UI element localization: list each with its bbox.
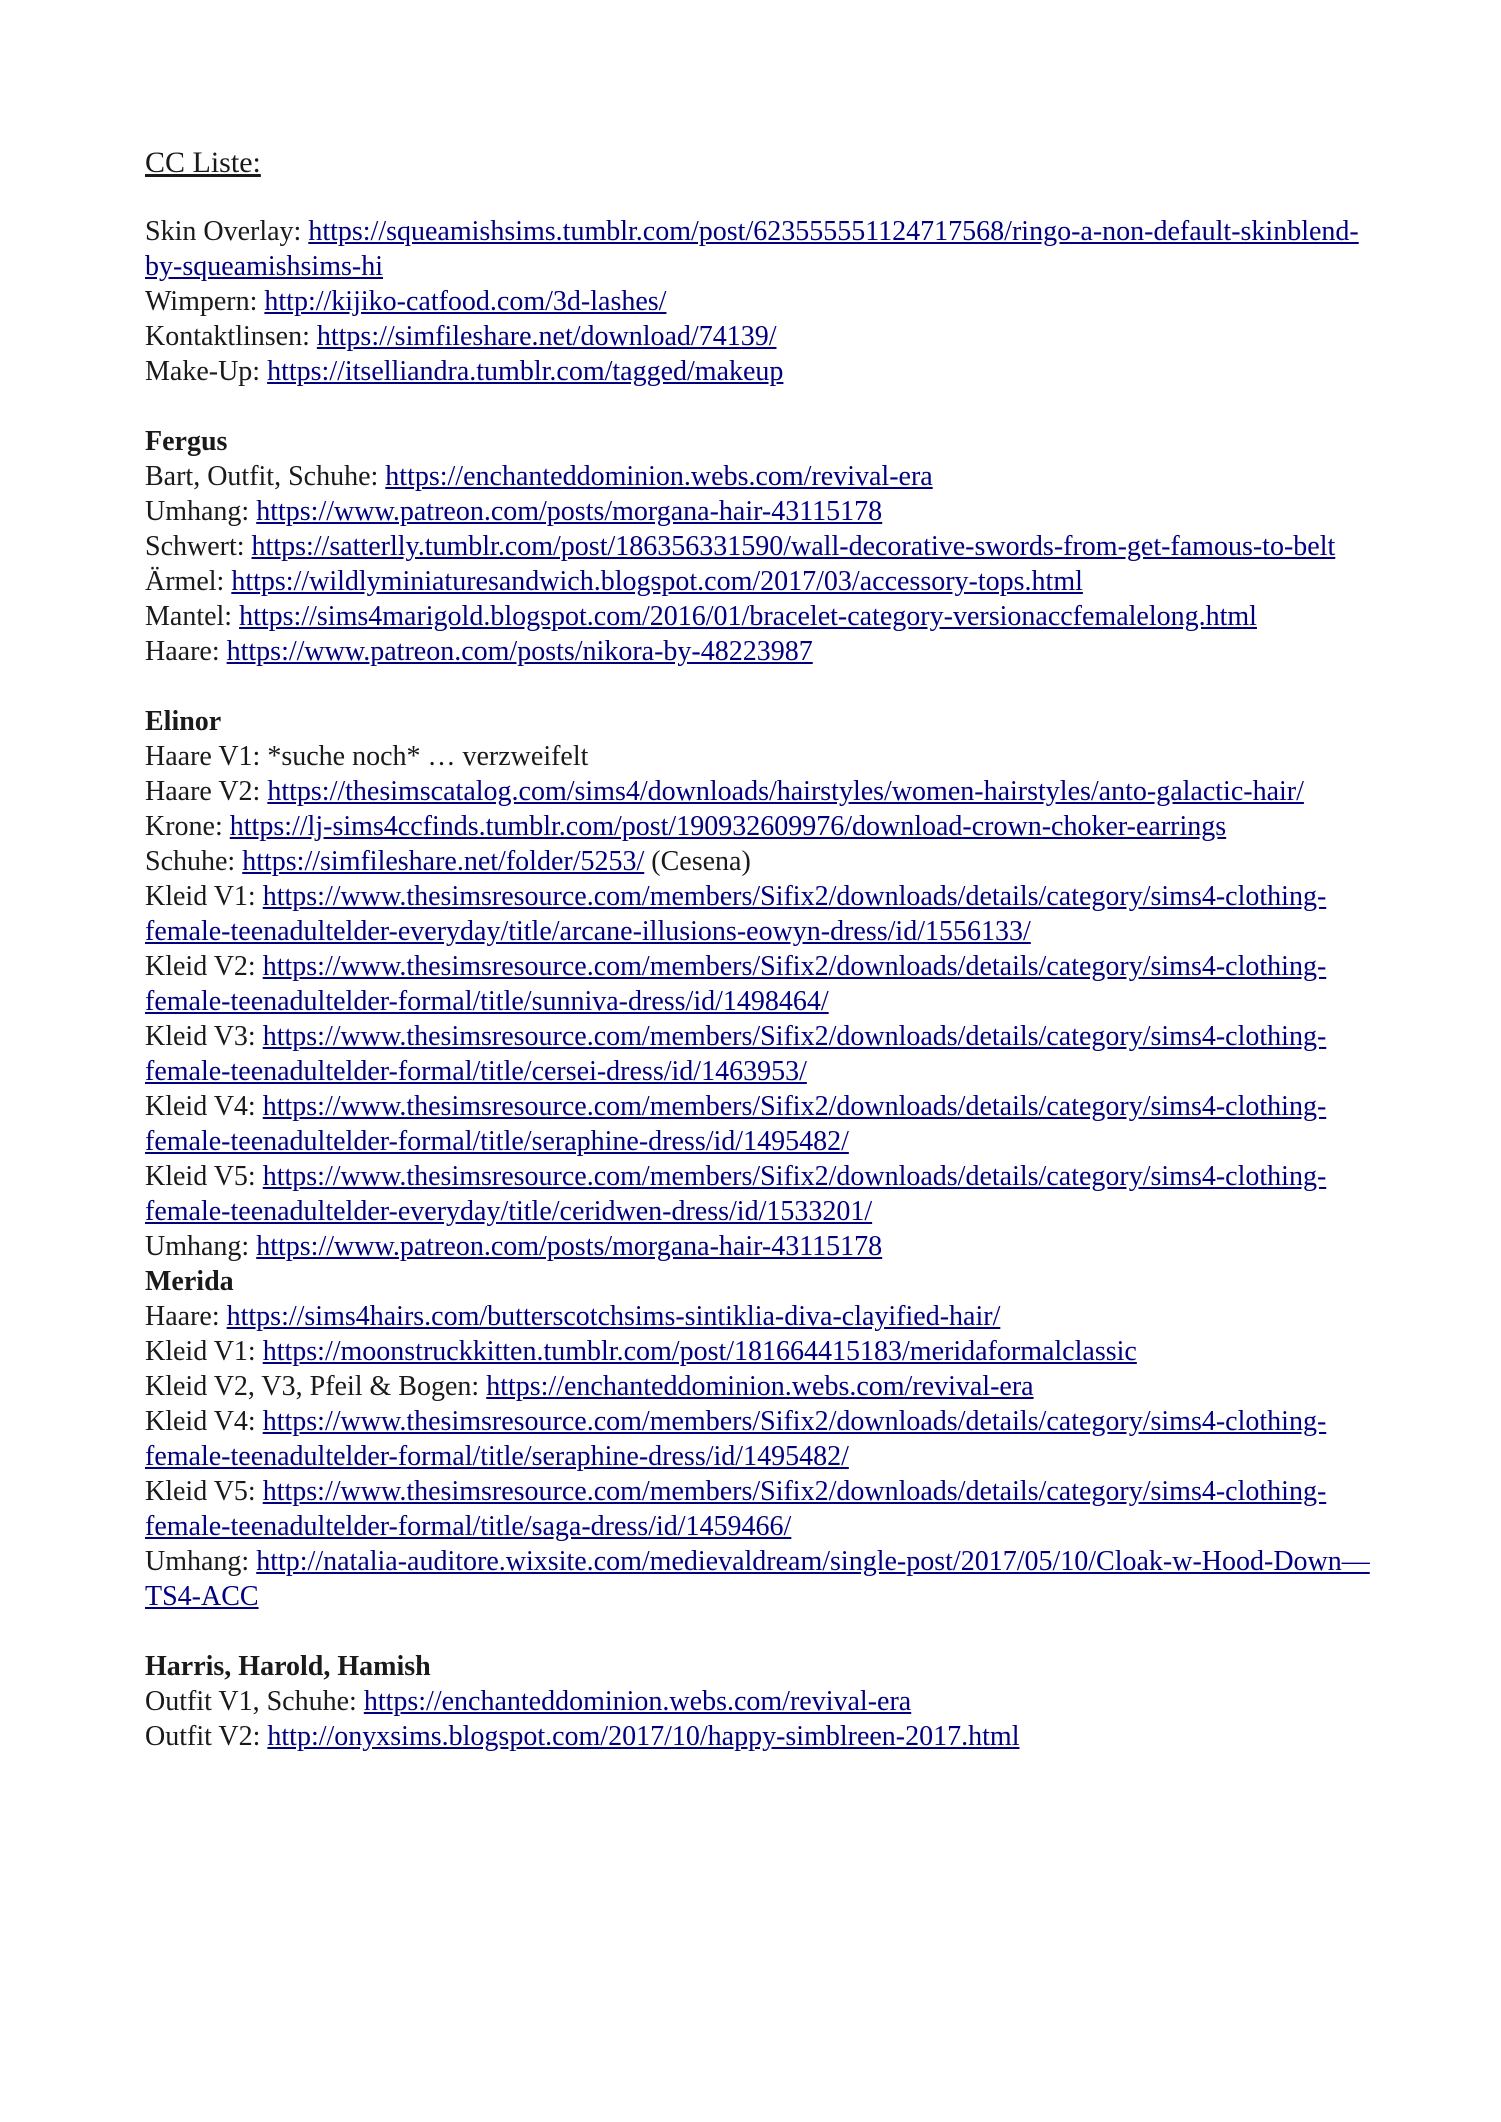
item-label: Wimpern:	[145, 286, 265, 317]
elinor-section	[145, 704, 1395, 1264]
item-link[interactable]: https://www.thesimsresource.com/members/Sifix2/downloads/details/category/sims4-clothing-female-teenadultelder-formal/title/sunniva-dress/id/1498464/	[145, 951, 1327, 1017]
item-link[interactable]: https://enchanteddominion.webs.com/revival-era	[486, 1371, 1034, 1402]
list-item	[145, 1159, 1395, 1229]
list-item	[145, 1684, 1395, 1719]
list-item	[145, 354, 1395, 389]
item-label: Kleid V1:	[145, 881, 263, 912]
item-link[interactable]: https://itselliandra.tumblr.com/tagged/makeup	[267, 356, 784, 387]
item-label: Umhang:	[145, 1546, 257, 1577]
item-label: Outfit V1, Schuhe:	[145, 1686, 364, 1717]
item-label: Haare V2:	[145, 776, 268, 807]
item-link[interactable]: https://moonstruckkitten.tumblr.com/post/181664415183/meridaformalclassic	[262, 1336, 1137, 1367]
item-label: Schuhe:	[145, 846, 243, 877]
list-item	[145, 949, 1395, 1019]
section-heading-elinor: Elinor	[145, 706, 222, 737]
list-item	[145, 1089, 1395, 1159]
item-label: Umhang:	[145, 496, 257, 527]
list-item	[145, 599, 1395, 634]
item-link[interactable]: http://natalia-auditore.wixsite.com/medievaldream/single-post/2017/05/10/Cloak-w-Hood-Down—TS4-ACC	[145, 1546, 1370, 1612]
item-label: Haare:	[145, 636, 227, 667]
item-suffix: (Cesena)	[644, 846, 751, 877]
item-link[interactable]: https://enchanteddominion.webs.com/revival-era	[363, 1686, 912, 1717]
merida-section	[145, 1264, 1395, 1614]
list-item	[145, 459, 1395, 494]
item-label: Kleid V5:	[145, 1161, 263, 1192]
spacer	[145, 669, 1395, 704]
item-link[interactable]: https://wildlyminiaturesandwich.blogspot.com/2017/03/accessory-tops.html	[231, 566, 1083, 597]
item-label: Outfit V2:	[145, 1721, 268, 1752]
item-label: Ärmel:	[145, 566, 232, 597]
item-link[interactable]: https://www.thesimsresource.com/members/Sifix2/downloads/details/category/sims4-clothing-female-teenadultelder-formal/title/cersei-dress/id/1463953/	[145, 1021, 1327, 1087]
list-item	[145, 1229, 1395, 1264]
list-item	[145, 809, 1395, 844]
item-link[interactable]: https://thesimscatalog.com/sims4/downloads/hairstyles/women-hairstyles/anto-galactic-hair/	[267, 776, 1304, 807]
general-section	[145, 214, 1395, 389]
list-item	[145, 1719, 1395, 1754]
item-label: Mantel:	[145, 601, 240, 632]
item-link[interactable]: https://www.thesimsresource.com/members/Sifix2/downloads/details/category/sims4-clothing-female-teenadultelder-formal/title/seraphine-dress/id/1495482/	[145, 1406, 1327, 1472]
list-item	[145, 214, 1395, 284]
item-label: Kleid V2, V3, Pfeil & Bogen:	[145, 1371, 487, 1402]
list-item	[145, 529, 1395, 564]
item-link[interactable]: https://www.thesimsresource.com/members/Sifix2/downloads/details/category/sims4-clothing-female-teenadultelder-formal/title/saga-dress/id/1459466/	[145, 1476, 1327, 1542]
item-link[interactable]: https://lj-sims4ccfinds.tumblr.com/post/190932609976/download-crown-choker-earrings	[229, 811, 1227, 842]
item-link[interactable]: https://satterlly.tumblr.com/post/186356331590/wall-decorative-swords-from-get-famous-to-belt	[251, 531, 1336, 562]
list-item	[145, 1369, 1395, 1404]
item-label: Make-Up:	[145, 356, 268, 387]
list-item	[145, 284, 1395, 319]
list-item-text: Haare V1: *suche noch* … verzweifelt	[145, 741, 589, 772]
item-link[interactable]: https://www.patreon.com/posts/morgana-hair-43115178	[256, 1231, 883, 1262]
list-item	[145, 1404, 1395, 1474]
item-link[interactable]: https://sims4hairs.com/butterscotchsims-sintiklia-diva-clayified-hair/	[226, 1301, 1001, 1332]
item-label: Skin Overlay:	[145, 216, 309, 247]
item-link[interactable]: https://simfileshare.net/download/74139/	[316, 321, 777, 352]
list-item	[145, 879, 1395, 949]
list-item	[145, 494, 1395, 529]
spacer	[145, 1614, 1395, 1649]
item-label: Schwert:	[145, 531, 252, 562]
section-heading-harris: Harris, Harold, Hamish	[145, 1651, 431, 1682]
item-link[interactable]: https://www.thesimsresource.com/members/Sifix2/downloads/details/category/sims4-clothing-female-teenadultelder-everyday/title/arcane-illusions-eowyn-dress/id/1556133/	[145, 881, 1327, 947]
item-label: Kleid V4:	[145, 1091, 263, 1122]
item-label: Kleid V1:	[145, 1336, 263, 1367]
list-item	[145, 774, 1395, 809]
item-link[interactable]: https://simfileshare.net/folder/5253/	[242, 846, 645, 877]
fergus-section	[145, 424, 1395, 669]
item-link[interactable]: https://sims4marigold.blogspot.com/2016/01/bracelet-category-versionaccfemalelong.html	[239, 601, 1257, 632]
item-label: Bart, Outfit, Schuhe:	[145, 461, 386, 492]
list-item	[145, 634, 1395, 669]
item-label: Kleid V4:	[145, 1406, 263, 1437]
item-label: Haare:	[145, 1301, 227, 1332]
harris-section	[145, 1649, 1395, 1754]
list-item	[145, 1544, 1395, 1614]
item-label: Krone:	[145, 811, 230, 842]
section-heading-fergus: Fergus	[145, 426, 228, 457]
item-link[interactable]: https://www.patreon.com/posts/nikora-by-48223987	[226, 636, 813, 667]
list-item	[145, 1474, 1395, 1544]
item-link[interactable]: http://kijiko-catfood.com/3d-lashes/	[264, 286, 667, 317]
item-label: Kleid V3:	[145, 1021, 263, 1052]
list-item	[145, 1299, 1395, 1334]
item-link[interactable]: https://www.thesimsresource.com/members/Sifix2/downloads/details/category/sims4-clothing-female-teenadultelder-everyday/title/ceridwen-dress/id/1533201/	[145, 1161, 1327, 1227]
item-link[interactable]: https://www.patreon.com/posts/morgana-hair-43115178	[256, 496, 883, 527]
item-link[interactable]: https://squeamishsims.tumblr.com/post/623555551124717568/ringo-a-non-default-skinblend-by-squeamishsims-hi	[145, 216, 1359, 282]
page-title: CC Liste:	[145, 146, 261, 179]
item-label: Kleid V5:	[145, 1476, 263, 1507]
item-link[interactable]: https://enchanteddominion.webs.com/revival-era	[385, 461, 933, 492]
item-link[interactable]: http://onyxsims.blogspot.com/2017/10/happy-simblreen-2017.html	[267, 1721, 1020, 1752]
section-heading-merida: Merida	[145, 1266, 234, 1297]
list-item	[145, 1334, 1395, 1369]
list-item	[145, 1019, 1395, 1089]
item-label: Kontaktlinsen:	[145, 321, 317, 352]
item-label: Umhang:	[145, 1231, 257, 1262]
list-item	[145, 844, 1395, 879]
item-label: Kleid V2:	[145, 951, 263, 982]
item-link[interactable]: https://www.thesimsresource.com/members/Sifix2/downloads/details/category/sims4-clothing-female-teenadultelder-formal/title/seraphine-dress/id/1495482/	[145, 1091, 1327, 1157]
document-page	[145, 142, 1395, 1754]
spacer	[145, 389, 1395, 424]
list-item	[145, 319, 1395, 354]
list-item	[145, 564, 1395, 599]
